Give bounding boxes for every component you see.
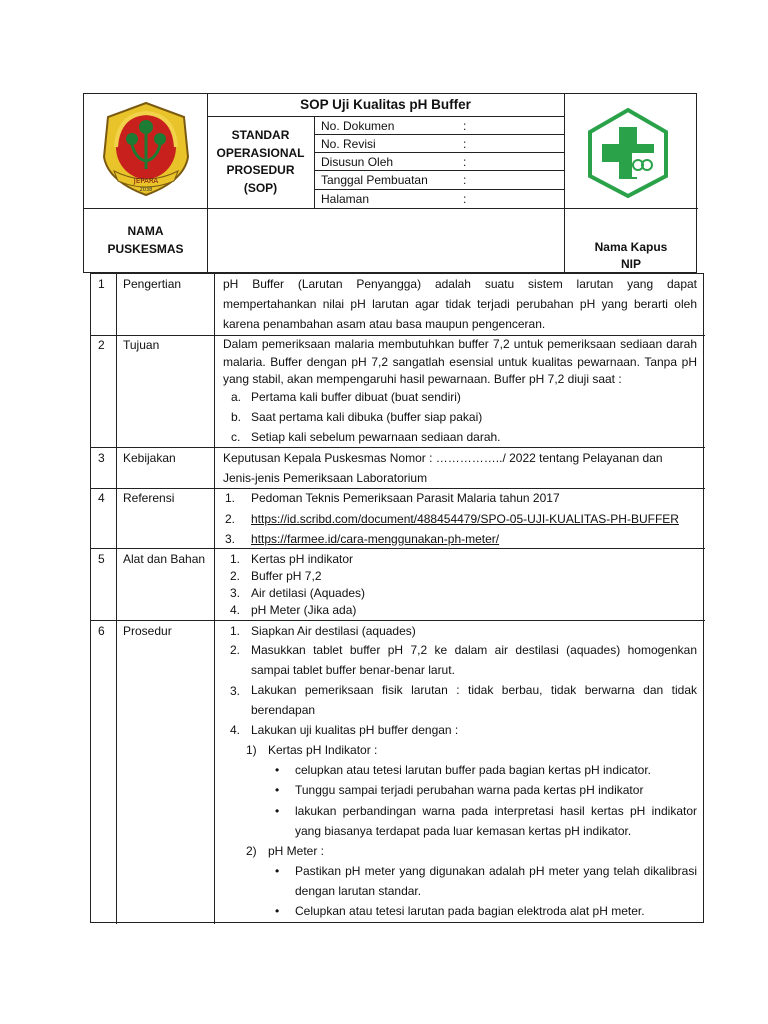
sop-content-table — [90, 273, 704, 923]
list-marker: 1. — [230, 624, 241, 638]
list-marker: 2. — [230, 643, 241, 657]
doc-field-disusun-oleh: Disusun Oleh — [321, 155, 394, 169]
tujuan-text: Dalam pemeriksaan malaria membutuhkan buffer 7,2 untuk pemeriksaan sediaan darah malaria. Buffer dengan pH 7,2 sangatlah esensial untuk kualitas pewarnaan. Tanpa pH yang stabil, akan mempengaruhi hasil pewarnaan. Buffer pH 7,2 diuji saat : — [223, 337, 697, 386]
row-label-tujuan: Tujuan — [123, 338, 160, 352]
doc-field-no-revisi: No. Revisi — [321, 137, 376, 151]
list-marker: 3. — [225, 532, 236, 546]
row-number: 5 — [98, 552, 105, 566]
kebijakan-line: Keputusan Kepala Puskesmas Nomor : ……………../ 2022 tentang Pelayanan dan — [223, 451, 663, 465]
list-item: Air detilasi (Aquades) — [251, 586, 366, 600]
list-marker: c. — [231, 430, 241, 444]
procedure-bullet: celupkan atau tetesi larutan buffer pada bagian kertas pH indicator. — [295, 763, 652, 777]
bullet-icon: • — [275, 804, 280, 818]
reference-item: Pedoman Teknis Pemeriksaan Parasit Malaria tahun 2017 — [251, 491, 560, 505]
procedure-step: Masukkan tablet buffer pH 7,2 ke dalam air destilasi (aquades) homogenkan sampai tablet buffer benar-benar larut. — [251, 643, 697, 677]
list-marker: 3. — [230, 684, 241, 698]
logo-year-text: 2038 — [139, 187, 153, 193]
reference-link-farmee[interactable]: https://farmee.id/cara-menggunakan-ph-meter/ — [251, 532, 500, 546]
bullet-icon: • — [275, 904, 280, 918]
doc-field-colon: : — [463, 192, 467, 206]
row-label-kebijakan: Kebijakan — [123, 451, 176, 465]
doc-field-colon: : — [463, 119, 467, 133]
row-label-prosedur: Prosedur — [123, 624, 172, 638]
list-item: pH Meter (Jika ada) — [251, 603, 357, 617]
row-number: 2 — [98, 338, 105, 352]
list-marker: 2. — [230, 569, 241, 583]
row-number: 6 — [98, 624, 105, 638]
kebijakan-line: Jenis-jenis Pemeriksaan Laboratorium — [223, 471, 428, 485]
doc-field-halaman: Halaman — [321, 192, 370, 206]
list-marker: 4. — [230, 603, 241, 617]
row-number: 3 — [98, 451, 105, 465]
doc-field-no-dokumen: No. Dokumen — [321, 119, 395, 133]
sop-label: STANDAR OPERASIONAL PROSEDUR (SOP) — [216, 128, 305, 195]
doc-field-tanggal-pembuatan: Tanggal Pembuatan — [321, 173, 428, 187]
doc-field-colon: : — [463, 155, 467, 169]
doc-field-colon: : — [463, 173, 467, 187]
row-label-pengertian: Pengertian — [123, 277, 182, 291]
page-title: SOP Uji Kualitas pH Buffer — [300, 97, 471, 112]
list-item: Setiap kali sebelum pewarnaan sediaan darah. — [251, 430, 501, 444]
reference-link-scribd[interactable]: https://id.scribd.com/document/488454479/SPO-05-UJI-KUALITAS-PH-BUFFER — [251, 512, 679, 526]
bullet-icon: • — [275, 783, 280, 797]
procedure-step: Lakukan pemeriksaan fisik larutan : tidak berbau, tidak berwarna dan tidak berendapan — [251, 683, 697, 717]
list-marker: 3. — [230, 586, 241, 600]
list-marker: 1. — [225, 491, 236, 505]
list-marker: b. — [231, 410, 242, 424]
procedure-step: Lakukan uji kualitas pH buffer dengan : — [251, 723, 459, 737]
row-number: 1 — [98, 277, 105, 291]
doc-field-colon: : — [463, 137, 467, 151]
list-item: Buffer pH 7,2 — [251, 569, 322, 583]
row-label-alat-bahan: Alat dan Bahan — [123, 552, 206, 566]
procedure-step: Siapkan Air destilasi (aquades) — [251, 624, 416, 638]
list-item: Saat pertama kali dibuka (buffer siap pakai) — [251, 410, 483, 424]
procedure-substep: pH Meter : — [268, 844, 325, 858]
list-item: Kertas pH indikator — [251, 552, 354, 566]
procedure-substep: Kertas pH Indikator : — [268, 743, 378, 757]
procedure-bullet: lakukan perbandingan warna pada interpretasi hasil kertas pH indikator yang biasanya terdapat pada luar kemasan kertas pH indikator. — [295, 804, 697, 838]
nama-kapus-label: Nama Kapus NIP — [594, 240, 668, 271]
list-marker: a. — [231, 390, 242, 404]
row-label-referensi: Referensi — [123, 491, 175, 505]
list-marker: 2. — [225, 512, 236, 526]
header-table — [83, 93, 697, 273]
procedure-bullet: Tunggu sampai terjadi perubahan warna pada kertas pH indikator — [295, 783, 644, 797]
bullet-icon: • — [275, 864, 280, 878]
list-marker: 4. — [230, 723, 241, 737]
puskesmas-logo — [586, 107, 670, 199]
procedure-bullet: Pastikan pH meter yang digunakan adalah pH meter yang telah dikalibrasi dengan larutan standar. — [295, 864, 697, 898]
logo-banner-text: JEPARA — [133, 177, 159, 185]
list-marker: 1. — [230, 552, 241, 566]
row-number: 4 — [98, 491, 105, 505]
nama-puskesmas-label: NAMA PUSKESMAS — [107, 224, 184, 256]
list-marker: 2) — [246, 844, 257, 858]
pengertian-text: pH Buffer (Larutan Penyangga) adalah suatu sistem larutan yang dapat mempertahankan nilai pH larutan agar tidak terjadi perubahan pH yang berarti oleh karena penambahan asam atau basa maupun pengenceran. — [223, 277, 697, 331]
list-item: Pertama kali buffer dibuat (buat sendiri) — [251, 390, 461, 404]
list-marker: 1) — [246, 743, 257, 757]
bullet-icon: • — [275, 763, 280, 777]
procedure-bullet: Celupkan atau tetesi larutan pada bagian elektroda alat pH meter. — [295, 904, 645, 918]
kabupaten-logo — [96, 99, 196, 199]
